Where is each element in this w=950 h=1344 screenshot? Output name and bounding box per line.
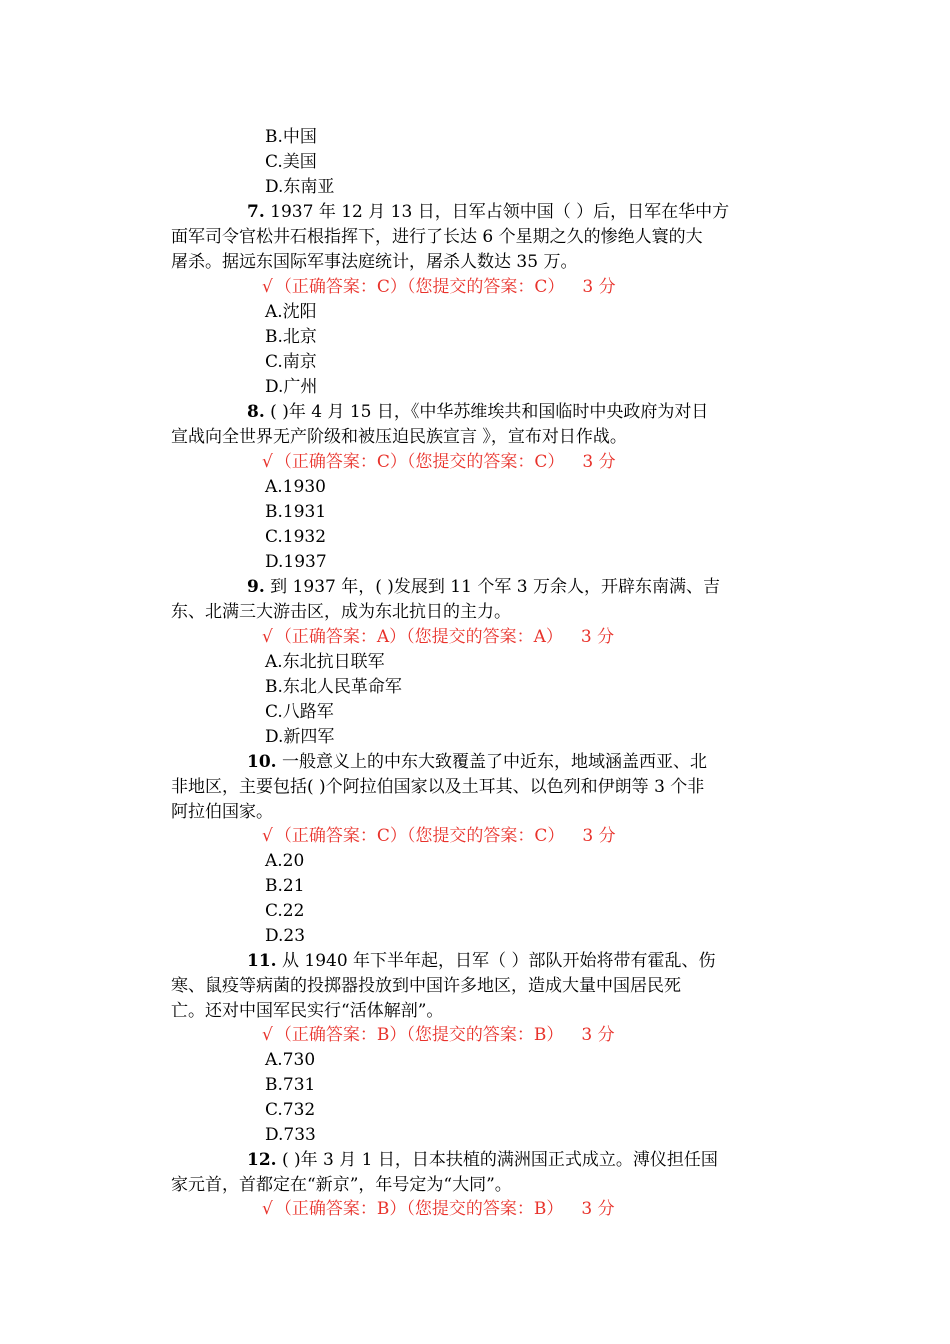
q11-option-d: D.733 (265, 1125, 316, 1145)
check-icon: √ (262, 627, 273, 647)
q9-text-line-1: 9. 到 1937 年，( )发展到 11 个军 3 万余人，开辟东南满、吉 (247, 577, 720, 597)
check-icon: √ (262, 826, 273, 846)
q7-option-d: D.广州 (265, 377, 318, 397)
q10-option-b: B.21 (265, 876, 305, 896)
q6-option-b: B.中国 (265, 127, 317, 147)
q7-text-line-2: 面军司令官松井石根指挥下，进行了长达 6 个星期之久的惨绝人寰的大 (171, 227, 703, 247)
q10-text-line-1: 10. 一般意义上的中东大致覆盖了中近东，地域涵盖西亚、北 (247, 752, 707, 772)
q7-answer: √ （正确答案：C）（您提交的答案：C） 3 分 (262, 277, 616, 297)
q10-answer: √ （正确答案：C）（您提交的答案：C） 3 分 (262, 826, 616, 846)
q9-text-line-2: 东、北满三大游击区，成为东北抗日的主力。 (171, 602, 511, 622)
q11-text-line-3: 亡。还对中国军民实行“活体解剖”。 (171, 1001, 444, 1021)
q12-answer: √ （正确答案：B）（您提交的答案：B） 3 分 (262, 1199, 615, 1219)
q11-answer: √ （正确答案：B）（您提交的答案：B） 3 分 (262, 1025, 615, 1045)
q10-option-d: D.23 (265, 926, 306, 946)
q8-text-line-1: 8. ( )年 4 月 15 日，《中华苏维埃共和国临时中央政府为对日 (247, 402, 709, 422)
q10-option-c: C.22 (265, 901, 305, 921)
check-icon: √ (262, 1199, 273, 1219)
q10-score: 3 分 (582, 826, 616, 846)
q12-text-line-2: 家元首，首都定在“新京”，年号定为“大同”。 (171, 1175, 512, 1195)
q9-option-b: B.东北人民革命军 (265, 677, 402, 697)
q6-option-d: D.东南亚 (265, 177, 335, 197)
q10-text-line-2: 非地区，主要包括( )个阿拉伯国家以及土耳其、以色列和伊朗等 3 个非 (171, 777, 705, 797)
q7-score: 3 分 (582, 277, 616, 297)
q9-score: 3 分 (580, 627, 615, 647)
q11-option-c: C.732 (265, 1100, 316, 1120)
q8-answer: √ （正确答案：C）（您提交的答案：C） 3 分 (262, 452, 616, 472)
q8-number: 8. (247, 402, 265, 422)
check-icon: √ (262, 277, 273, 297)
q8-option-d: D.1937 (265, 552, 327, 572)
q11-text-line-1: 11. 从 1940 年下半年起，日军（ ）部队开始将带有霍乱、伤 (247, 951, 716, 971)
q10-number: 10. (247, 752, 277, 772)
q7-text-line-3: 屠杀。据远东国际军事法庭统计，屠杀人数达 35 万。 (171, 252, 578, 272)
q11-number: 11. (247, 951, 277, 971)
q8-score: 3 分 (582, 452, 616, 472)
q7-text-line-1: 7. 1937 年 12 月 13 日，日军占领中国（ ）后，日军在华中方 (247, 202, 730, 222)
q9-answer: √ （正确答案：A）（您提交的答案：A） 3 分 (262, 627, 615, 647)
q10-text-line-3: 阿拉伯国家。 (171, 802, 273, 822)
q9-option-c: C.八路军 (265, 702, 334, 722)
q8-option-b: B.1931 (265, 502, 327, 522)
q8-option-c: C.1932 (265, 527, 327, 547)
q11-option-a: A.730 (265, 1050, 316, 1070)
q12-text-line-1: 12. ( )年 3 月 1 日，日本扶植的满洲国正式成立。溥仪担任国 (247, 1150, 718, 1170)
q7-option-b: B.北京 (265, 327, 317, 347)
q12-number: 12. (247, 1150, 277, 1170)
q7-option-c: C.南京 (265, 352, 317, 372)
q7-option-a: A.沈阳 (265, 302, 317, 322)
q8-option-a: A.1930 (265, 477, 326, 497)
check-icon: √ (262, 452, 273, 472)
q12-score: 3 分 (581, 1199, 615, 1219)
q9-number: 9. (247, 577, 265, 597)
q10-option-a: A.20 (265, 851, 305, 871)
q11-score: 3 分 (581, 1025, 615, 1045)
check-icon: √ (262, 1025, 273, 1045)
q7-number: 7. (247, 202, 265, 222)
q9-option-a: A.东北抗日联军 (265, 652, 385, 672)
q9-option-d: D.新四军 (265, 727, 335, 747)
q6-option-c: C.美国 (265, 152, 317, 172)
q11-text-line-2: 寒、鼠疫等病菌的投掷器投放到中国许多地区，造成大量中国居民死 (171, 976, 681, 996)
q11-option-b: B.731 (265, 1075, 316, 1095)
q8-text-line-2: 宣战向全世界无产阶级和被压迫民族宣言 》，宣布对日作战。 (171, 427, 627, 447)
